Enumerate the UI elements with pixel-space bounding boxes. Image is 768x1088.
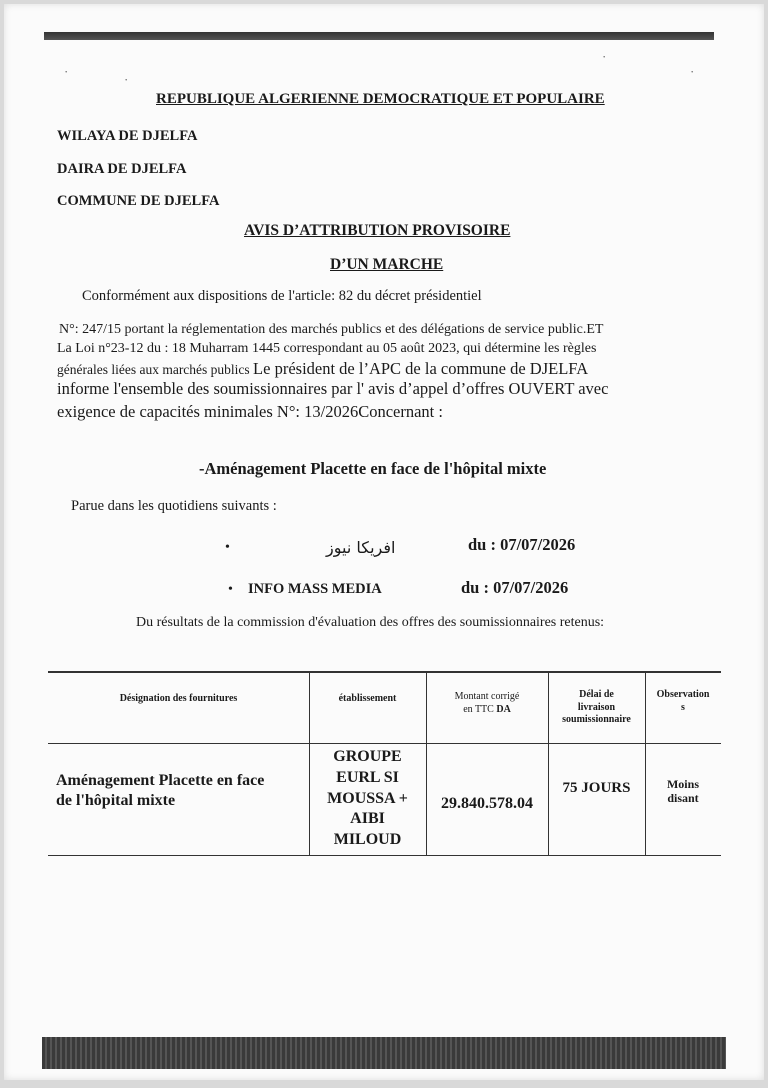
header-designation: Désignation des fournitures — [119, 693, 238, 704]
body-line-4: informe l'ensemble des soumissionnaires par l' avis d’appel d’offres OUVERT avec — [57, 379, 609, 398]
parue-line: Parue dans les quotidiens suivants : — [71, 498, 277, 514]
row-etablissement-line5: MILOUD — [333, 831, 402, 849]
body-line-3 — [57, 359, 588, 379]
conformement-line: Conformément aux dispositions de l'article: 82 du décret présidentiel — [82, 288, 482, 304]
row-etablissement-line4: AIBI — [350, 810, 385, 828]
header-delai-line3: soumissionnaire — [562, 714, 631, 725]
row-etablissement — [309, 747, 426, 851]
header-observation-line2: s — [681, 701, 685, 713]
row-delai: 75 JOURS — [562, 780, 631, 796]
notice-title-line2: D’UN MARCHE — [330, 256, 444, 273]
body-line-1: N°: 247/15 portant la réglementation des marchés publics et des délégations de service public.ET — [59, 322, 604, 337]
header-etablissement: établissement — [338, 693, 397, 704]
bottom-scan-bar — [42, 1037, 726, 1069]
body-line-5: exigence de capacités minimales N°: 13/2026Concernant : — [57, 402, 443, 421]
document-page — [4, 4, 764, 1080]
commune-line: COMMUNE DE DJELFA — [57, 193, 220, 209]
scan-mark: · — [64, 64, 69, 79]
bullet: • — [228, 582, 233, 597]
header-observation — [645, 689, 721, 714]
row-etablissement-line2: EURL SI — [336, 768, 399, 786]
row-montant: 29.840.578.04 — [441, 795, 533, 812]
newspaper-date: du : 07/07/2026 — [461, 578, 569, 597]
header-divider — [48, 743, 721, 744]
row-designation — [48, 771, 309, 811]
bullet: • — [225, 540, 230, 555]
republic-heading: REPUBLIQUE ALGERIENNE DEMOCRATIQUE ET POPULAIRE — [156, 91, 605, 107]
body-line-3b: Le président de l’APC de la commune de DJELFA — [253, 359, 589, 378]
scan-mark: · — [690, 64, 695, 79]
row-etablissement-line3: MOUSSA + — [327, 789, 408, 807]
row-designation-line2: de l'hôpital mixte — [56, 792, 176, 809]
header-delai — [548, 689, 645, 727]
header-montant-line2 — [426, 704, 548, 717]
header-montant-line1: Montant corrigé — [454, 691, 520, 702]
scan-mark: · — [602, 49, 607, 64]
scan-mark: · — [124, 72, 129, 87]
header-delai-line1: Délai de — [579, 689, 614, 700]
row-etablissement-line1: GROUPE — [333, 748, 402, 765]
header-montant — [426, 691, 548, 716]
header-montant-da: DA — [496, 703, 511, 715]
header-delai-line2: livraison — [577, 701, 616, 713]
objet-title: -Aménagement Placette en face de l'hôpital mixte — [199, 459, 547, 478]
results-table — [48, 671, 721, 856]
row-designation-line1: Aménagement Placette en face — [56, 772, 265, 789]
header-observation-line1: Observation — [656, 689, 710, 700]
newspaper-name: افريكا نيوز — [326, 538, 396, 557]
row-observation-line2: disant — [667, 791, 699, 806]
row-observation-line1: Moins — [666, 777, 699, 791]
newspaper-date: du : 07/07/2026 — [468, 535, 576, 554]
top-scan-bar — [44, 32, 714, 40]
row-observation — [645, 777, 721, 806]
newspaper-name: INFO MASS MEDIA — [248, 581, 382, 597]
body-line-2: La Loi n°23-12 du : 18 Muharram 1445 correspondant au 05 août 2023, qui détermine les règles — [57, 341, 597, 356]
results-intro: Du résultats de la commission d'évaluation des offres des soumissionnaires retenus: — [136, 615, 605, 630]
header-montant-ttc: en TTC — [463, 703, 497, 715]
wilaya-line: WILAYA DE DJELFA — [57, 128, 198, 144]
body-line-3a: générales liées aux marchés publics — [57, 362, 254, 377]
notice-title-line1: AVIS D’ATTRIBUTION PROVISOIRE — [244, 222, 511, 239]
daira-line: DAIRA DE DJELFA — [57, 161, 187, 177]
